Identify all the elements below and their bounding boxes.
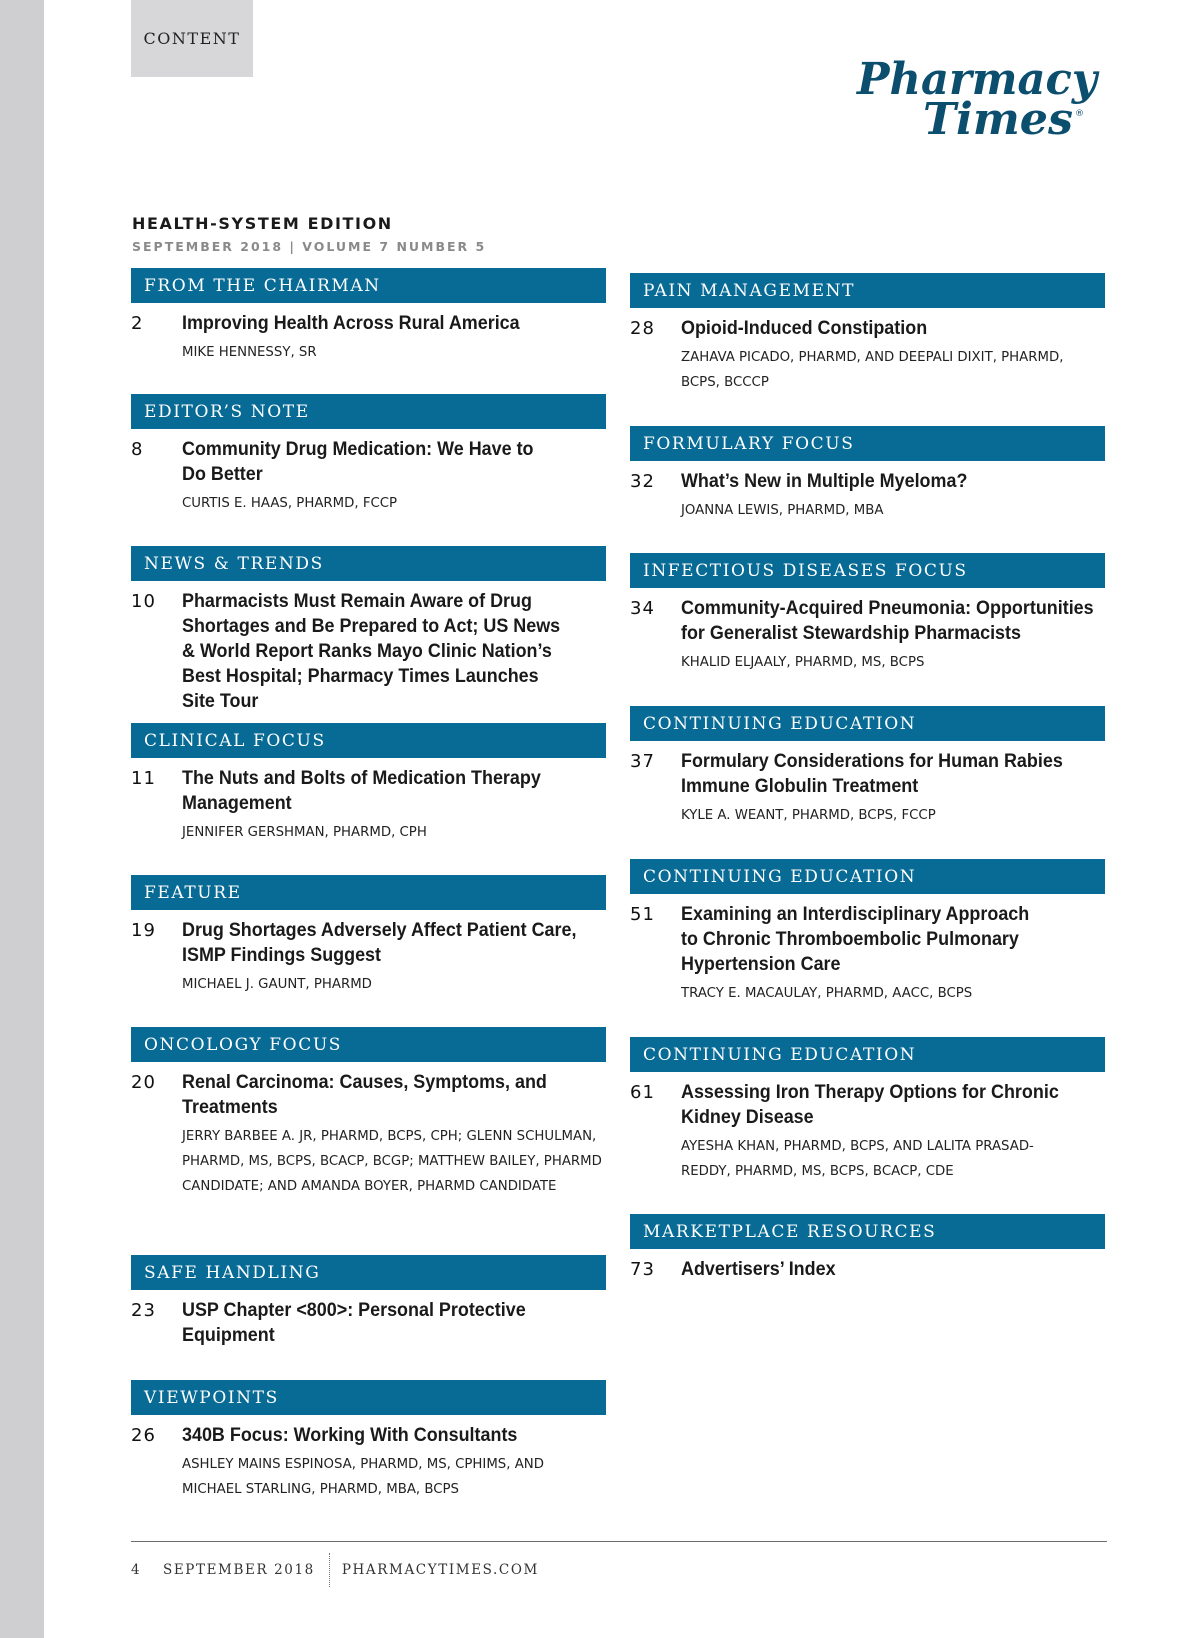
article-title: What’s New in Multiple Myeloma? <box>681 470 968 492</box>
section-header: SAFE HANDLING <box>131 1255 606 1290</box>
toc-entry[interactable] <box>630 1080 1105 1184</box>
toc-entry[interactable] <box>131 1070 606 1199</box>
article-author: CURTIS E. HAAS, PHARMD, FCCP <box>182 496 398 511</box>
article-title: Formulary Considerations for Human Rabies Immune Globulin Treatment <box>681 750 1063 797</box>
section-continuing-education-1 <box>630 706 1105 828</box>
section-editors-note <box>131 394 606 516</box>
article-author: JENNIFER GERSHMAN, PHARMD, CPH <box>182 825 427 840</box>
article-author: JOANNA LEWIS, PHARMD, MBA <box>681 503 884 518</box>
section-header: CONTINUING EDUCATION <box>630 1037 1105 1072</box>
toc-entry[interactable] <box>131 766 606 845</box>
page-number: 10 <box>131 591 156 612</box>
page-number: 61 <box>630 1082 655 1103</box>
toc-entry[interactable] <box>630 469 1105 523</box>
section-continuing-education-2 <box>630 859 1105 1006</box>
section-oncology-focus <box>131 1027 606 1199</box>
section-header: CLINICAL FOCUS <box>131 723 606 758</box>
content-tab <box>131 0 253 77</box>
section-formulary-focus <box>630 426 1105 523</box>
page-number: 34 <box>630 598 655 619</box>
section-safe-handling <box>131 1255 606 1348</box>
margin-strip <box>0 0 44 1638</box>
toc-entry[interactable] <box>131 918 606 997</box>
article-author: MIKE HENNESSY, SR <box>182 345 317 360</box>
section-infectious-diseases-focus <box>630 553 1105 675</box>
toc-entry[interactable] <box>131 311 606 365</box>
page-number: 26 <box>131 1425 156 1446</box>
section-pain-management <box>630 273 1105 395</box>
toc-entry[interactable] <box>630 1257 1105 1282</box>
page-number: 32 <box>630 471 655 492</box>
page-number: 28 <box>630 318 655 339</box>
page-number: 2 <box>131 313 144 334</box>
footer-date: SEPTEMBER 2018 <box>163 1562 315 1578</box>
page-number: 37 <box>630 751 655 772</box>
section-news-and-trends <box>131 546 606 714</box>
section-header: INFECTIOUS DISEASES FOCUS <box>630 553 1105 588</box>
footer-page-number: 4 <box>131 1562 140 1578</box>
article-title: Community Drug Medication: We Have to Do Better <box>182 438 534 485</box>
article-author: ZAHAVA PICADO, PHARMD, AND DEEPALI DIXIT, PHARMD, BCPS, BCCCP <box>681 350 1064 390</box>
page-number: 8 <box>131 439 144 460</box>
footer-separator <box>329 1553 330 1587</box>
page-number: 20 <box>131 1072 156 1093</box>
article-title: Advertisers’ Index <box>681 1258 836 1280</box>
toc-entry[interactable] <box>630 902 1105 1006</box>
toc-entry[interactable] <box>630 316 1105 395</box>
footer-site[interactable]: PHARMACYTIMES.COM <box>341 1562 539 1578</box>
article-title: 340B Focus: Working With Consultants <box>182 1424 518 1446</box>
article-title: Community-Acquired Pneumonia: Opportunities for Generalist Stewardship Pharmacists <box>681 597 1094 644</box>
pharmacy-times-logo <box>855 54 1105 146</box>
article-title: Renal Carcinoma: Causes, Symptoms, and Treatments <box>182 1071 547 1118</box>
page-number: 19 <box>131 920 156 941</box>
footer-rule <box>131 1541 1107 1542</box>
page-number: 73 <box>630 1259 655 1280</box>
toc-entry[interactable] <box>630 749 1105 828</box>
article-title: Drug Shortages Adversely Affect Patient Care, ISMP Findings Suggest <box>182 919 577 966</box>
section-header: MARKETPLACE RESOURCES <box>630 1214 1105 1249</box>
section-header: VIEWPOINTS <box>131 1380 606 1415</box>
section-header: EDITOR’S NOTE <box>131 394 606 429</box>
toc-entry[interactable] <box>131 1298 606 1348</box>
logo-registered-mark: ® <box>1075 109 1084 119</box>
article-author: TRACY E. MACAULAY, PHARMD, AACC, BCPS <box>681 986 973 1001</box>
section-header: FORMULARY FOCUS <box>630 426 1105 461</box>
section-header: FROM THE CHAIRMAN <box>131 268 606 303</box>
article-author: KHALID ELJAALY, PHARMD, MS, BCPS <box>681 655 925 670</box>
article-title: Examining an Interdisciplinary Approach to Chronic Thromboembolic Pulmonary Hypertension Care <box>681 903 1030 975</box>
issue-info: SEPTEMBER 2018 | VOLUME 7 NUMBER 5 <box>132 239 487 254</box>
section-viewpoints <box>131 1380 606 1502</box>
toc-entry[interactable] <box>131 589 606 714</box>
content-tab-label: CONTENT <box>143 29 241 48</box>
article-author: ASHLEY MAINS ESPINOSA, PHARMD, MS, CPHIMS, AND MICHAEL STARLING, PHARMD, MBA, BCPS <box>182 1457 544 1497</box>
page-number: 51 <box>630 904 655 925</box>
article-title: Opioid-Induced Constipation <box>681 317 928 339</box>
article-title: The Nuts and Bolts of Medication Therapy Management <box>182 767 541 814</box>
section-clinical-focus <box>131 723 606 845</box>
toc-entry[interactable] <box>630 596 1105 675</box>
section-header: NEWS & TRENDS <box>131 546 606 581</box>
logo-word-pharmacy: Pharmacy <box>855 54 1101 105</box>
section-header: CONTINUING EDUCATION <box>630 706 1105 741</box>
section-marketplace-resources <box>630 1214 1105 1282</box>
article-title: Pharmacists Must Remain Aware of Drug Shortages and Be Prepared to Act; US News & World Report Ranks Mayo Clinic Nation’s Best Hospital; Pharmacy Times Launches Site Tour <box>182 590 561 712</box>
section-header: PAIN MANAGEMENT <box>630 273 1105 308</box>
section-feature <box>131 875 606 997</box>
logo-word-times: Times <box>923 94 1073 145</box>
section-continuing-education-3 <box>630 1037 1105 1184</box>
article-author: MICHAEL J. GAUNT, PHARMD <box>182 977 372 992</box>
article-title: USP Chapter <800>: Personal Protective Equipment <box>182 1299 526 1346</box>
article-author: AYESHA KHAN, PHARMD, BCPS, AND LALITA PRASAD-REDDY, PHARMD, MS, BCPS, BCACP, CDE <box>681 1139 1034 1179</box>
page-number: 23 <box>131 1300 156 1321</box>
article-title: Assessing Iron Therapy Options for Chronic Kidney Disease <box>681 1081 1059 1128</box>
section-header: FEATURE <box>131 875 606 910</box>
footer <box>131 1553 539 1587</box>
article-title: Improving Health Across Rural America <box>182 312 520 334</box>
section-header: ONCOLOGY FOCUS <box>131 1027 606 1062</box>
page-number: 11 <box>131 768 156 789</box>
toc-entry[interactable] <box>131 1423 606 1502</box>
article-author: JERRY BARBEE A. JR, PHARMD, BCPS, CPH; GLENN SCHULMAN, PHARMD, MS, BCPS, BCACP, BCGP; MATTHEW BAILEY, PHARMD CANDIDATE; AND AMANDA BOYER, PHARMD CANDIDATE <box>182 1129 602 1194</box>
article-author: KYLE A. WEANT, PHARMD, BCPS, FCCP <box>681 808 936 823</box>
edition-title: HEALTH-SYSTEM EDITION <box>132 214 393 233</box>
section-header: CONTINUING EDUCATION <box>630 859 1105 894</box>
toc-entry[interactable] <box>131 437 606 516</box>
section-from-the-chairman <box>131 268 606 365</box>
